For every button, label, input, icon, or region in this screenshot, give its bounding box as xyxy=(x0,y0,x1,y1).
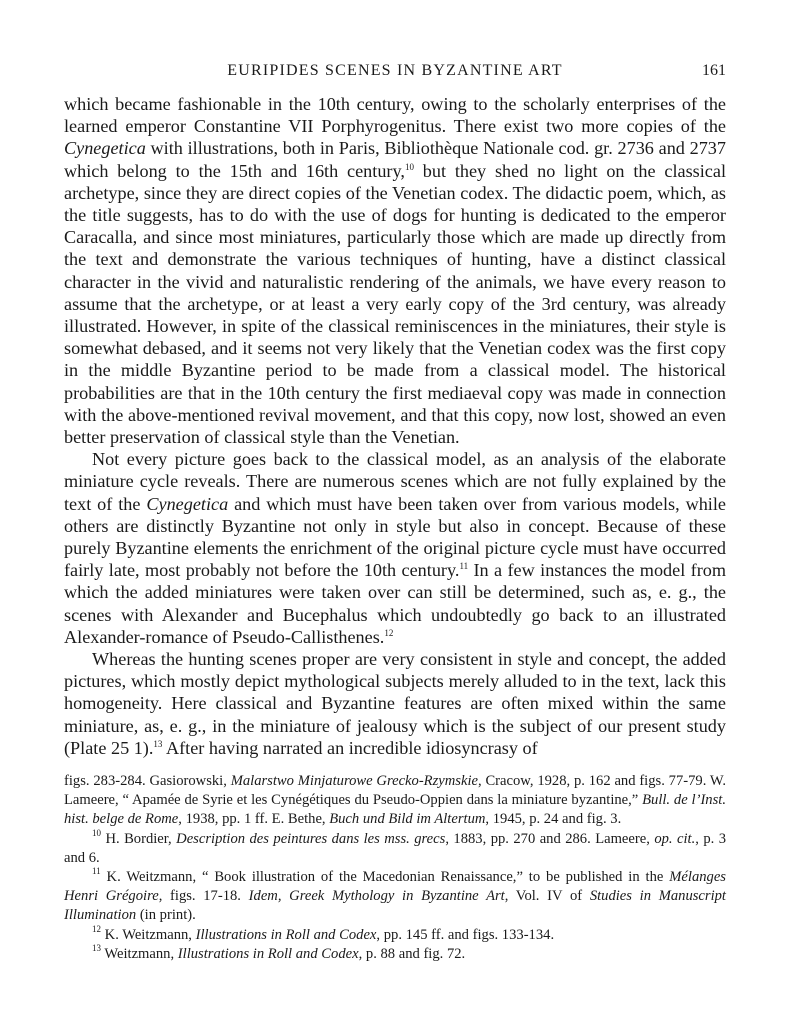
text-run: H. Bordier, xyxy=(101,830,177,847)
footnote-11 xyxy=(64,868,726,926)
text-run: In a few instances the model from which the added miniatures were taken over can still be determined, such as, e. g., the scenes with Alexander and Bucephalus which undoubtedly go back to an illustrated Alexander-romance of Pseudo-Callisthenes. xyxy=(64,560,726,647)
footnote-number: 13 xyxy=(92,942,101,953)
footnote-continued xyxy=(64,772,726,830)
text-run: K. Weitzmann, “ Book illustration of the Macedonian Renaissance,” to be published in the xyxy=(100,869,670,886)
italic-title: Buch und Bild im Altertum xyxy=(329,811,486,828)
footnote-number: 12 xyxy=(92,923,101,934)
footnote-ref-11[interactable]: 11 xyxy=(459,561,469,572)
body-text xyxy=(64,93,726,759)
page-header xyxy=(64,62,726,84)
paragraph-2 xyxy=(64,448,726,648)
footnote-number: 10 xyxy=(92,827,101,838)
text-run: (in print). xyxy=(136,907,196,924)
text-run: with illustrations, both in Paris, Bibliothèque Nationale cod. gr. 2736 and 2737 which belong to the 15th and 16th century, xyxy=(64,138,726,181)
text-run: figs. 283-284. Gasiorowski, xyxy=(64,773,231,789)
text-run: K. Weitzmann, xyxy=(101,926,196,943)
footnote-10 xyxy=(64,827,727,868)
italic-title: Cynegetica xyxy=(146,493,229,514)
italic-title: op. cit. xyxy=(654,830,696,847)
text-run: After having narrated an incredible idiosyncrasy of xyxy=(162,737,538,758)
footnote-ref-10[interactable]: 10 xyxy=(404,161,414,172)
text-run: but they shed no light on the classical archetype, since they are direct copies of the Venetian codex. The didactic poem, which, as the title suggests, has to do with the use of dogs for hunting is dedicated to the emperor Caracalla, and since most miniatures, particularly those which are made up directly from the text and demonstrate the various techniques of hunting, have a distinct classical character in the vivid and naturalistic rendering of the animals, we have every reason to assume that the archetype, or at least a very early copy of the 3rd century, was already illustrated. However, in spite of the classical reminiscences in the miniatures, their style is somewhat debased, and it seems not very likely that the Venetian codex was the first copy in the middle Byzantine period to be made from a classical model. The historical probabilities are that in the 10th century the first mediaeval copy was made in connection with the above-mentioned revival movement, and that this copy, now lost, showed an even better preservation of classical style than the Venetian. xyxy=(64,160,726,448)
footnote-ref-13[interactable]: 13 xyxy=(153,738,163,749)
footnotes xyxy=(64,772,726,964)
text-run: which became fashionable in the 10th century, owing to the scholarly enterprises of the learned emperor Constantine VII Porphyrogenitus. There exist two more copies of the xyxy=(64,94,726,137)
text-run: , Vol. IV of xyxy=(504,888,590,905)
italic-title: Studies in Manuscript Illumination xyxy=(64,888,726,924)
italic-title: Bull. de l’Inst. hist. belge de Rome xyxy=(64,792,726,828)
italic-title: Description des peintures dans les mss. grecs xyxy=(176,830,446,847)
text-run: Whereas the hunting scenes proper are very consistent in style and concept, the added pictures, which mostly depict mythological subjects merely alluded to in the text, lack this homogeneity. Here classical and Byzantine features are often mixed within the same miniature, as, e. g., in the miniature of jealousy which is the subject of our present study (Plate 25 1). xyxy=(64,649,726,758)
footnote-12 xyxy=(64,923,726,945)
text-run: , 1938, pp. 1 ff. E. Bethe, xyxy=(178,811,330,828)
text-run: , 1945, p. 24 and fig. 3. xyxy=(485,811,622,828)
footnote-number: 11 xyxy=(92,866,101,877)
italic-title: Idem, Greek Mythology in Byzantine Art xyxy=(248,888,505,905)
footnote-13 xyxy=(64,942,726,964)
italic-title: Mélanges Henri Grégoire xyxy=(64,869,726,905)
italic-title: Cynegetica xyxy=(64,138,146,159)
text-run: , Cracow, 1928, p. 162 and figs. 77-79. W. Lameere, “ Apamée de Syrie et les Cynégétiques du Pseudo-Oppien dans la miniature byzantine,” xyxy=(64,773,726,809)
text-run: , 1883, pp. 270 and 286. Lameere, xyxy=(445,830,655,847)
text-run: Weitzmann, xyxy=(101,945,178,962)
running-title: EURIPIDES SCENES IN BYZANTINE ART xyxy=(227,62,563,79)
text-run: and which must have been taken over from various models, while others are distinctly Byzantine not only in style but also in concept. Because of these purely Byzantine elements the enrichment of the original picture cycle must have occurred fairly late, most probably not before the 10th century. xyxy=(64,493,726,581)
text-run: , p. 3 and 6. xyxy=(64,830,727,866)
paragraph-1 xyxy=(64,93,726,448)
text-run: Not every picture goes back to the classical model, as an analysis of the elaborate miniature cycle reveals. There are numerous scenes which are not fully explained by the text of the xyxy=(64,449,726,514)
italic-title: Illustrations in Roll and Codex xyxy=(195,926,377,943)
text-run: , pp. 145 ff. and figs. 133-134. xyxy=(376,926,555,943)
text-run: , figs. 17-18. xyxy=(158,888,249,905)
paragraph-3 xyxy=(64,648,726,759)
text-run: , p. 88 and fig. 72. xyxy=(358,945,466,962)
italic-title: Illustrations in Roll and Codex xyxy=(177,945,359,962)
italic-title: Malarstwo Minjaturowe Grecko-Rzymskie xyxy=(230,773,478,789)
page-number: 161 xyxy=(702,62,726,79)
footnote-ref-12[interactable]: 12 xyxy=(384,627,394,638)
